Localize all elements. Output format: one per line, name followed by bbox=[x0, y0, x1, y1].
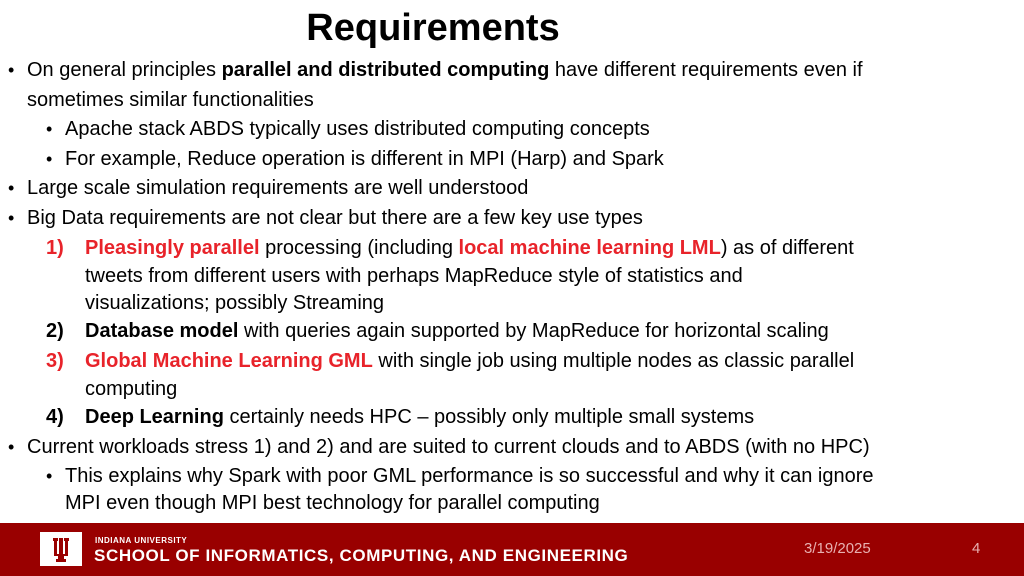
item-number: 1) bbox=[46, 236, 64, 259]
bullet-icon: • bbox=[8, 207, 15, 228]
item-pleasingly-parallel-cont1: tweets from different users with perhaps MapReduce style of statistics and bbox=[85, 265, 743, 288]
subbullet-spark-success-cont: MPI even though MPI best technology for parallel computing bbox=[65, 491, 600, 514]
bullet-icon: • bbox=[8, 60, 15, 80]
bullet-icon: • bbox=[46, 465, 53, 486]
item-number: 2) bbox=[46, 320, 64, 343]
subbullet-apache-stack: • Apache stack ABDS typically uses distributed computing concepts bbox=[8, 115, 1014, 145]
item-number: 3) bbox=[46, 349, 64, 372]
slide-title: Requirements bbox=[306, 7, 560, 49]
iu-trident-icon bbox=[40, 532, 82, 566]
bullet-icon: • bbox=[8, 436, 15, 457]
item-pleasingly-parallel: 1) Pleasingly parallel processing (including local machine learning LML) as of different bbox=[8, 234, 1014, 264]
bullet-icon: • bbox=[8, 178, 15, 199]
bullet-icon: • bbox=[46, 119, 53, 140]
item-database-model: 2) Database model with queries again supported by MapReduce for horizontal scaling bbox=[8, 317, 1014, 347]
slide-date: 3/19/2025 bbox=[804, 540, 871, 557]
bullet-general-principles: • On general principles parallel and distributed computing have different requirements even if bbox=[8, 56, 1014, 86]
item-deep-learning: 4) Deep Learning certainly needs HPC – possibly only multiple small systems bbox=[8, 403, 1014, 433]
item-number: 4) bbox=[46, 406, 64, 429]
bullet-big-data: • Big Data requirements are not clear but there are a few key use types bbox=[8, 204, 1014, 234]
bullet-simulation: • Large scale simulation requirements are well understood bbox=[8, 174, 1014, 204]
item-global-ml: 3) Global Machine Learning GML with single job using multiple nodes as classic parallel bbox=[8, 347, 1014, 377]
footer-bar bbox=[0, 523, 1024, 576]
bullet-current-workloads: • Current workloads stress 1) and 2) and are suited to current clouds and to ABDS (with no HPC) bbox=[8, 433, 1014, 463]
bullet-icon: • bbox=[46, 148, 53, 169]
item-pleasingly-parallel-cont2: visualizations; possibly Streaming bbox=[85, 292, 385, 315]
item-global-ml-cont: computing bbox=[85, 378, 178, 401]
subbullet-reduce-operation: • For example, Reduce operation is different in MPI (Harp) and Spark bbox=[8, 145, 1014, 175]
bullet-general-principles-cont: sometimes similar functionalities bbox=[27, 88, 314, 111]
slide-number: 4 bbox=[972, 540, 981, 557]
university-name: INDIANA UNIVERSITY bbox=[95, 536, 188, 545]
school-name: SCHOOL OF INFORMATICS, COMPUTING, AND ENGINEERING bbox=[94, 546, 629, 565]
slide-content bbox=[8, 56, 1014, 517]
iu-trident-svg bbox=[40, 532, 82, 566]
subbullet-spark-success: • This explains why Spark with poor GML performance is so successful and why it can ignore bbox=[8, 463, 1014, 490]
